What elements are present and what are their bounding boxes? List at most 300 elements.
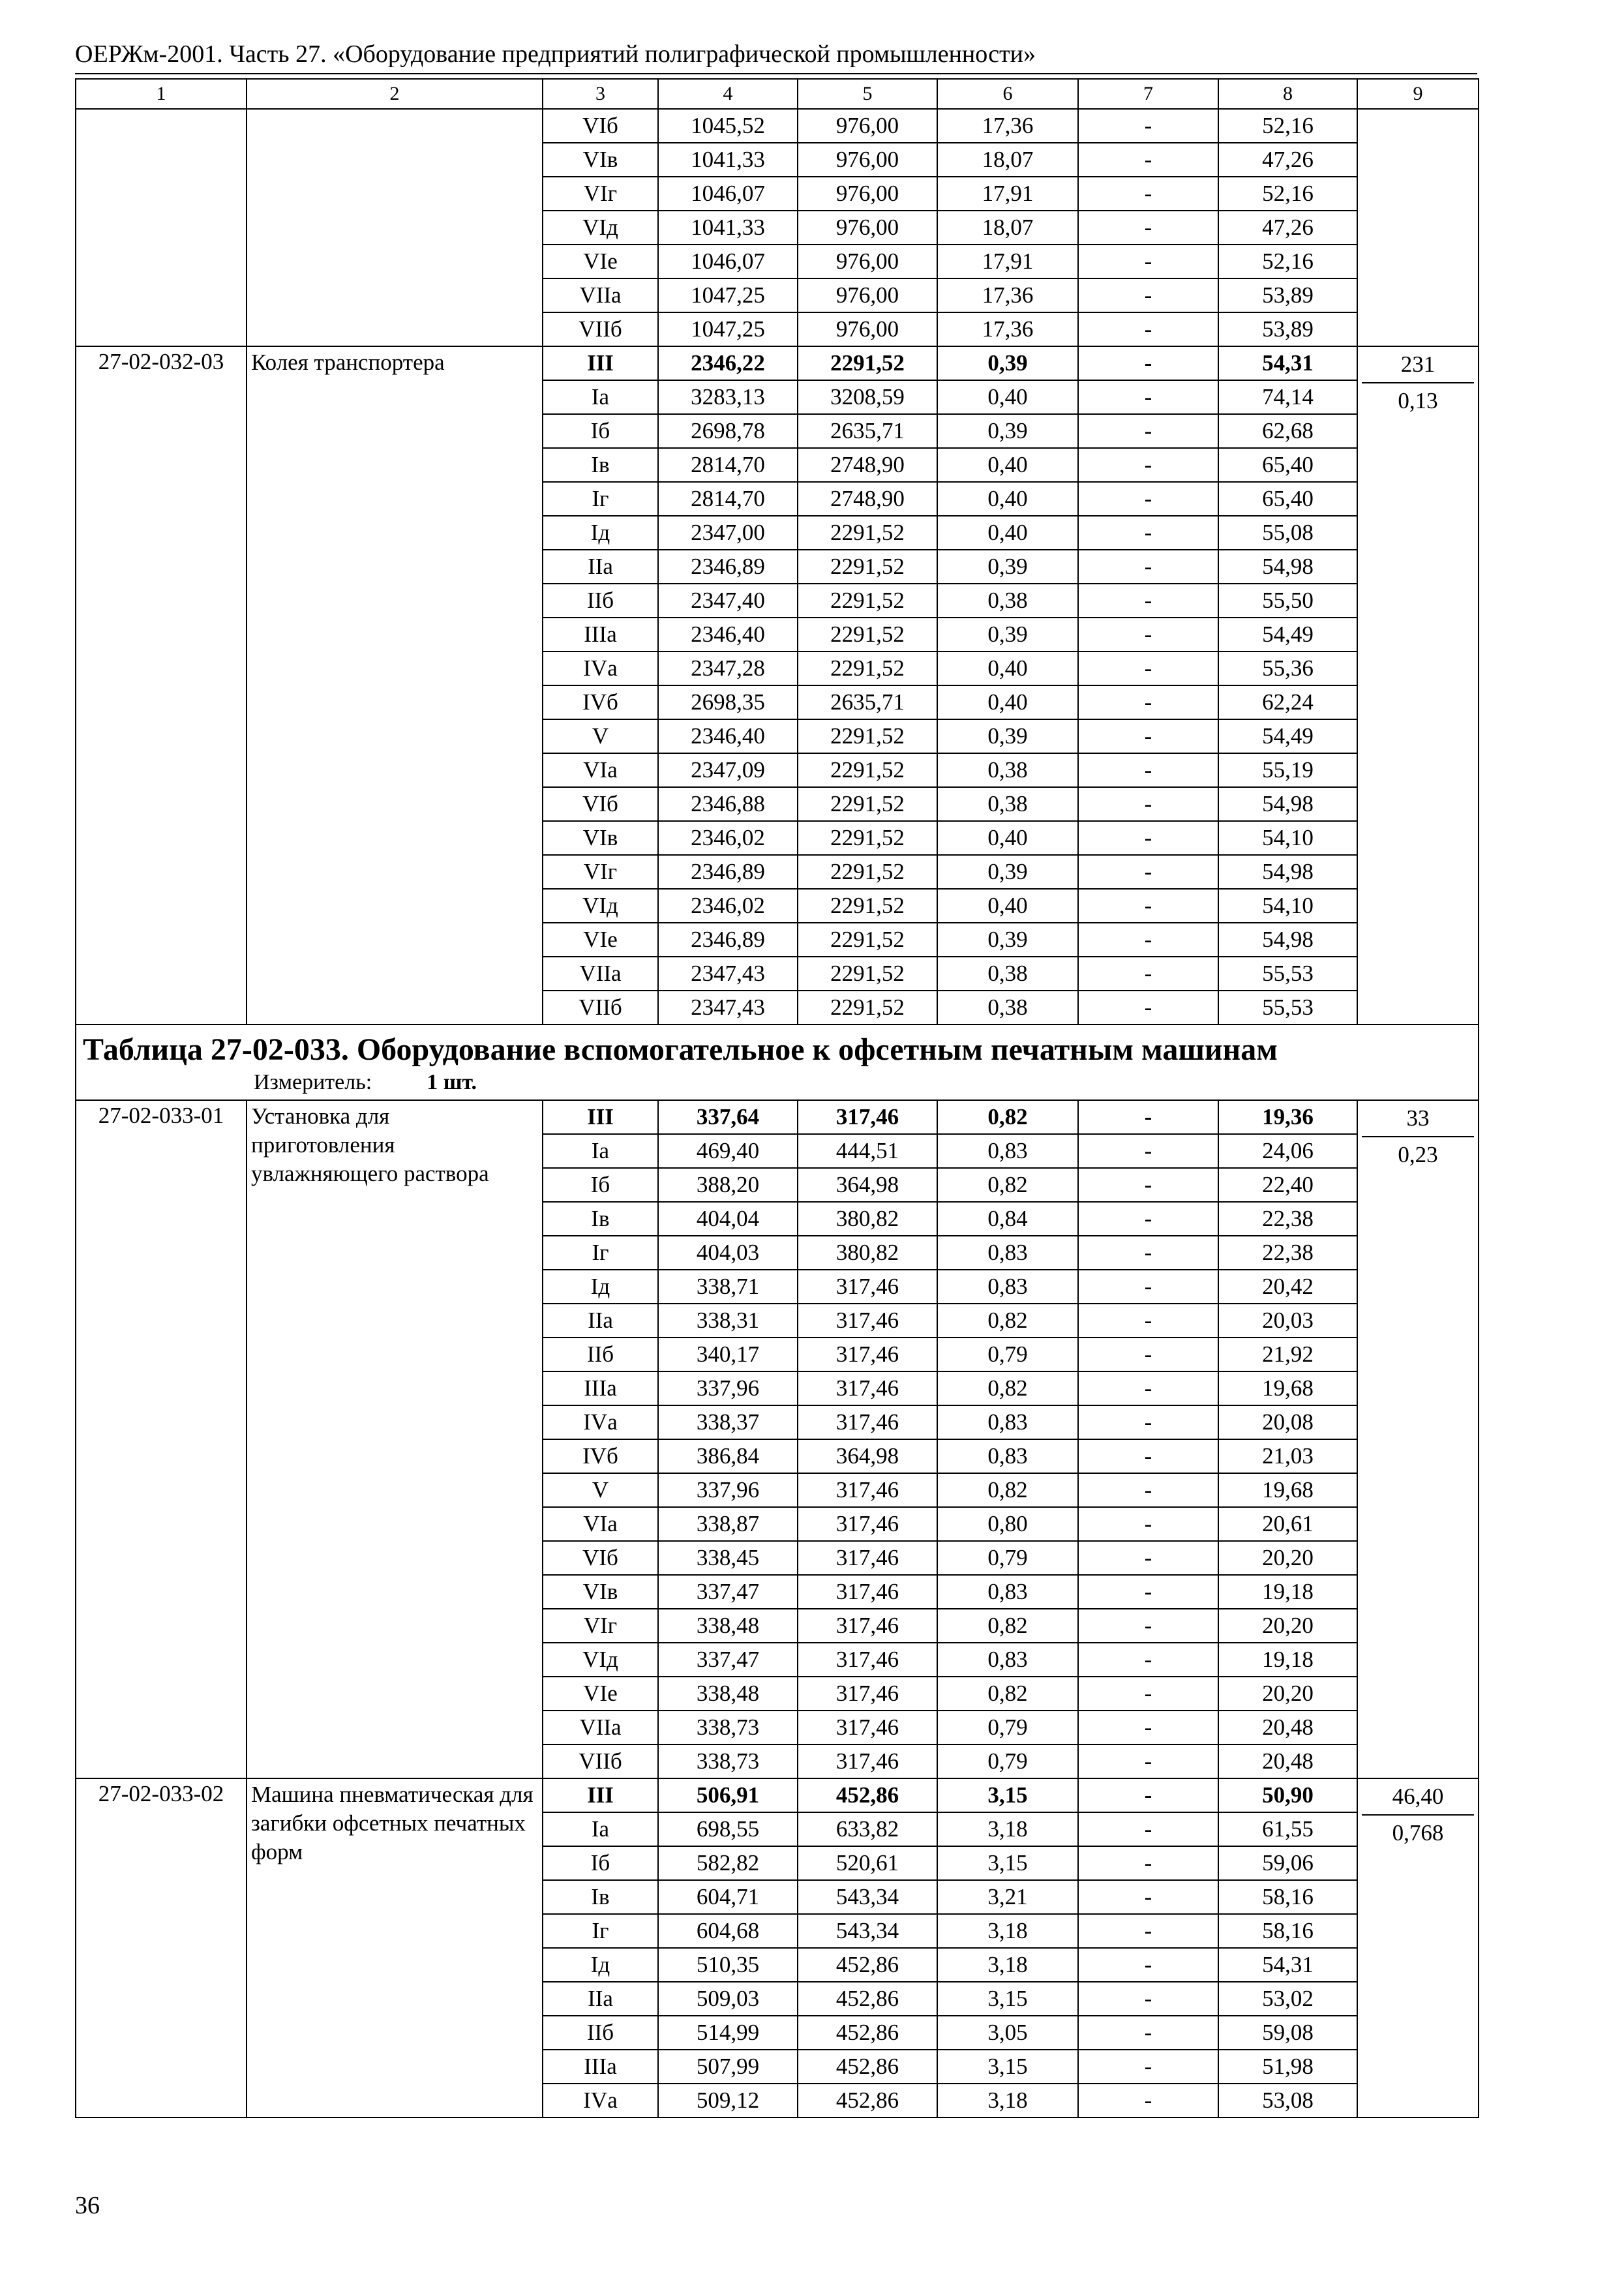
value-cell: 2291,52 [798, 753, 937, 787]
value-cell: 0,83 [937, 1270, 1078, 1304]
value-cell: 452,86 [798, 1982, 937, 2016]
value-cell: 0,40 [937, 482, 1078, 516]
value-cell: 20,61 [1218, 1507, 1357, 1541]
value-cell: - [1078, 957, 1218, 991]
column-number: 1 [76, 79, 247, 109]
value-cell: 54,31 [1218, 1948, 1357, 1982]
value-cell: 452,86 [798, 2084, 937, 2117]
value-cell: 2291,52 [798, 584, 937, 618]
value-cell: 317,46 [798, 1609, 937, 1643]
value-cell: 604,68 [658, 1914, 798, 1948]
value-cell: 2346,88 [658, 787, 798, 821]
value-cell: - [1078, 1100, 1218, 1134]
value-cell: 976,00 [798, 177, 937, 211]
value-cell: 2346,02 [658, 889, 798, 923]
value-cell: - [1078, 414, 1218, 448]
value-cell: - [1078, 1744, 1218, 1778]
region-code: IIа [543, 1982, 658, 2016]
region-code: VIб [543, 109, 658, 143]
value-cell: 47,26 [1218, 143, 1357, 177]
value-cell: 2814,70 [658, 448, 798, 482]
value-cell: - [1078, 1880, 1218, 1914]
col9-value: 0,13 [1362, 382, 1474, 419]
value-cell: 20,20 [1218, 1609, 1357, 1643]
value-cell: 2291,52 [798, 855, 937, 889]
value-cell: 55,53 [1218, 957, 1357, 991]
value-cell: 317,46 [798, 1643, 937, 1677]
value-cell: 364,98 [798, 1168, 937, 1202]
value-cell: 3283,13 [658, 380, 798, 414]
value-cell: 2291,52 [798, 516, 937, 550]
value-cell: 58,16 [1218, 1880, 1357, 1914]
value-cell: 404,03 [658, 1236, 798, 1270]
value-cell: 337,47 [658, 1575, 798, 1609]
value-cell: - [1078, 651, 1218, 685]
value-cell: 0,39 [937, 719, 1078, 753]
value-cell: 20,08 [1218, 1405, 1357, 1439]
region-code: Iг [543, 482, 658, 516]
value-cell: 509,03 [658, 1982, 798, 2016]
region-code: III [543, 1100, 658, 1134]
region-code: VIIб [543, 1744, 658, 1778]
region-code: VIд [543, 1643, 658, 1677]
value-cell: 51,98 [1218, 2050, 1357, 2084]
page-header: ОЕРЖм-2001. Часть 27. «Оборудование предприятий полиграфической промышленности» [75, 40, 1036, 68]
value-cell: 47,26 [1218, 211, 1357, 245]
value-cell: 3,18 [937, 1914, 1078, 1948]
price-table [75, 78, 1479, 2118]
value-cell: - [1078, 1507, 1218, 1541]
value-cell: 338,73 [658, 1711, 798, 1744]
value-cell: - [1078, 1711, 1218, 1744]
value-cell: 317,46 [798, 1304, 937, 1338]
region-code: Iб [543, 1846, 658, 1880]
value-cell: 338,37 [658, 1405, 798, 1439]
region-code: IIб [543, 2016, 658, 2050]
column-number-row [76, 79, 1479, 109]
value-cell: 65,40 [1218, 482, 1357, 516]
value-cell: 2291,52 [798, 550, 937, 584]
value-cell: 633,82 [798, 1812, 937, 1846]
value-cell: 19,18 [1218, 1575, 1357, 1609]
value-cell: 507,99 [658, 2050, 798, 2084]
column-number: 8 [1218, 79, 1357, 109]
value-cell: 3,05 [937, 2016, 1078, 2050]
value-cell: - [1078, 1575, 1218, 1609]
value-cell: 0,82 [937, 1304, 1078, 1338]
code-cell [76, 109, 247, 346]
value-cell: 338,87 [658, 1507, 798, 1541]
value-cell: 2346,40 [658, 618, 798, 651]
value-cell: 317,46 [798, 1744, 937, 1778]
value-cell: 444,51 [798, 1134, 937, 1168]
value-cell: - [1078, 1168, 1218, 1202]
value-cell: 17,36 [937, 312, 1078, 346]
value-cell: 317,46 [798, 1575, 937, 1609]
value-cell: 54,98 [1218, 787, 1357, 821]
value-cell: 2346,89 [658, 855, 798, 889]
region-code: VIб [543, 1541, 658, 1575]
value-cell: 338,45 [658, 1541, 798, 1575]
value-cell: 0,39 [937, 346, 1078, 380]
value-cell: 976,00 [798, 312, 937, 346]
value-cell: 53,02 [1218, 1982, 1357, 2016]
value-cell: - [1078, 1371, 1218, 1405]
value-cell: 380,82 [798, 1236, 937, 1270]
region-code: Iг [543, 1914, 658, 1948]
region-code: VIб [543, 787, 658, 821]
value-cell: 0,83 [937, 1643, 1078, 1677]
value-cell: 514,99 [658, 2016, 798, 2050]
value-cell: - [1078, 2050, 1218, 2084]
value-cell: 520,61 [798, 1846, 937, 1880]
measure-label: Измеритель: [254, 1070, 372, 1094]
value-cell: 0,40 [937, 651, 1078, 685]
value-cell: 317,46 [798, 1405, 937, 1439]
value-cell: - [1078, 278, 1218, 312]
value-cell: 364,98 [798, 1439, 937, 1473]
region-code: VIIа [543, 278, 658, 312]
value-cell: - [1078, 991, 1218, 1025]
value-cell: - [1078, 584, 1218, 618]
value-cell: 22,40 [1218, 1168, 1357, 1202]
value-cell: 20,48 [1218, 1711, 1357, 1744]
table-title: Таблица 27-02-033. Оборудование вспомогательное к офсетным печатным машинам [83, 1032, 1278, 1067]
name-cell [247, 109, 543, 346]
value-cell: - [1078, 1948, 1218, 1982]
region-code: VIг [543, 1609, 658, 1643]
value-cell: - [1078, 245, 1218, 278]
region-code: IIIа [543, 618, 658, 651]
value-cell: 17,91 [937, 177, 1078, 211]
value-cell: 0,40 [937, 516, 1078, 550]
value-cell: 0,79 [937, 1338, 1078, 1371]
header-rule [75, 73, 1477, 74]
region-code: VIг [543, 177, 658, 211]
region-code: IIа [543, 550, 658, 584]
value-cell: 0,40 [937, 685, 1078, 719]
column-number: 3 [543, 79, 658, 109]
value-cell: 338,71 [658, 1270, 798, 1304]
value-cell: 452,86 [798, 2050, 937, 2084]
value-cell: 0,83 [937, 1236, 1078, 1270]
region-code: VIе [543, 923, 658, 957]
value-cell: - [1078, 1677, 1218, 1711]
region-code: Iв [543, 1880, 658, 1914]
value-cell: 62,24 [1218, 685, 1357, 719]
region-code: IIб [543, 1338, 658, 1371]
table-row [76, 1100, 1479, 1134]
region-code: VIв [543, 1575, 658, 1609]
region-code: Iб [543, 414, 658, 448]
value-cell: - [1078, 1643, 1218, 1677]
value-cell: 2347,43 [658, 957, 798, 991]
value-cell: 19,18 [1218, 1643, 1357, 1677]
value-cell: 0,83 [937, 1134, 1078, 1168]
value-cell: 338,73 [658, 1744, 798, 1778]
value-cell: 2346,40 [658, 719, 798, 753]
table-row [76, 1778, 1479, 1812]
value-cell: 2291,52 [798, 719, 937, 753]
value-cell: 317,46 [798, 1677, 937, 1711]
value-cell: 2291,52 [798, 346, 937, 380]
value-cell: 3,18 [937, 1812, 1078, 1846]
value-cell: 17,36 [937, 109, 1078, 143]
value-cell: - [1078, 516, 1218, 550]
value-cell: 0,40 [937, 380, 1078, 414]
value-cell: - [1078, 380, 1218, 414]
value-cell: - [1078, 312, 1218, 346]
value-cell: - [1078, 685, 1218, 719]
value-cell: 59,08 [1218, 2016, 1357, 2050]
value-cell: 338,31 [658, 1304, 798, 1338]
value-cell: 21,92 [1218, 1338, 1357, 1371]
value-cell: 19,68 [1218, 1371, 1357, 1405]
value-cell: - [1078, 2016, 1218, 2050]
value-cell: 2698,35 [658, 685, 798, 719]
value-cell: - [1078, 211, 1218, 245]
value-cell: 380,82 [798, 1202, 937, 1236]
region-code: VIIб [543, 991, 658, 1025]
region-code: Iа [543, 380, 658, 414]
value-cell: 317,46 [798, 1541, 937, 1575]
value-cell: 53,08 [1218, 2084, 1357, 2117]
value-cell: 317,46 [798, 1270, 937, 1304]
name-cell: Установка для приготовления увлажняющего раствора [247, 1100, 543, 1778]
value-cell: 2347,09 [658, 753, 798, 787]
value-cell: 976,00 [798, 143, 937, 177]
region-code: IVа [543, 1405, 658, 1439]
value-cell: 20,20 [1218, 1677, 1357, 1711]
value-cell: 0,79 [937, 1711, 1078, 1744]
code-cell: 27-02-032-03 [76, 346, 247, 1025]
region-code: IIб [543, 584, 658, 618]
value-cell: 2346,02 [658, 821, 798, 855]
value-cell: 543,34 [798, 1914, 937, 1948]
value-cell: 74,14 [1218, 380, 1357, 414]
column-number: 2 [247, 79, 543, 109]
value-cell: 58,16 [1218, 1914, 1357, 1948]
value-cell: 386,84 [658, 1439, 798, 1473]
region-code: VIе [543, 1677, 658, 1711]
value-cell: 0,84 [937, 1202, 1078, 1236]
name-cell: Колея транспортера [247, 346, 543, 1025]
value-cell: 54,49 [1218, 719, 1357, 753]
region-code: VIд [543, 211, 658, 245]
column-number: 6 [937, 79, 1078, 109]
value-cell: 0,80 [937, 1507, 1078, 1541]
region-code: Iа [543, 1134, 658, 1168]
region-code: Iб [543, 1168, 658, 1202]
col9-cell [1357, 1778, 1479, 2117]
value-cell: 317,46 [798, 1371, 937, 1405]
col9-cell [1357, 346, 1479, 1025]
region-code: III [543, 1778, 658, 1812]
region-code: VIв [543, 143, 658, 177]
region-code: Iд [543, 516, 658, 550]
value-cell: - [1078, 618, 1218, 651]
value-cell: - [1078, 753, 1218, 787]
region-code: VIа [543, 1507, 658, 1541]
value-cell: 61,55 [1218, 1812, 1357, 1846]
region-code: Iв [543, 1202, 658, 1236]
value-cell: - [1078, 1778, 1218, 1812]
value-cell: 337,64 [658, 1100, 798, 1134]
value-cell: - [1078, 1473, 1218, 1507]
value-cell: 0,38 [937, 584, 1078, 618]
col9-value: 0,768 [1362, 1814, 1474, 1851]
value-cell: 0,39 [937, 550, 1078, 584]
value-cell: 1046,07 [658, 177, 798, 211]
value-cell: - [1078, 2084, 1218, 2117]
value-cell: - [1078, 482, 1218, 516]
value-cell: 0,82 [937, 1371, 1078, 1405]
value-cell: 17,36 [937, 278, 1078, 312]
value-cell: 0,39 [937, 414, 1078, 448]
value-cell: 1041,33 [658, 143, 798, 177]
region-code: VIг [543, 855, 658, 889]
value-cell: 0,40 [937, 889, 1078, 923]
value-cell: 1047,25 [658, 278, 798, 312]
value-cell: 0,39 [937, 618, 1078, 651]
value-cell: 0,39 [937, 923, 1078, 957]
region-code: IVб [543, 1439, 658, 1473]
value-cell: 0,82 [937, 1100, 1078, 1134]
col9-value: 0,23 [1362, 1136, 1474, 1173]
value-cell: - [1078, 821, 1218, 855]
value-cell: 0,38 [937, 753, 1078, 787]
value-cell: 55,19 [1218, 753, 1357, 787]
value-cell: 3,15 [937, 1778, 1078, 1812]
region-code: VIе [543, 245, 658, 278]
value-cell: 506,91 [658, 1778, 798, 1812]
code-cell: 27-02-033-01 [76, 1100, 247, 1778]
value-cell: - [1078, 550, 1218, 584]
region-code: V [543, 1473, 658, 1507]
value-cell: - [1078, 1846, 1218, 1880]
value-cell: 2748,90 [798, 448, 937, 482]
value-cell: - [1078, 787, 1218, 821]
value-cell: 0,39 [937, 855, 1078, 889]
col9-cell [1357, 109, 1479, 346]
value-cell: 17,91 [937, 245, 1078, 278]
value-cell: - [1078, 177, 1218, 211]
value-cell: 317,46 [798, 1473, 937, 1507]
measure-line [83, 1070, 1471, 1096]
value-cell: 3,18 [937, 1948, 1078, 1982]
value-cell: 582,82 [658, 1846, 798, 1880]
table-title-row [76, 1025, 1479, 1100]
region-code: Iд [543, 1270, 658, 1304]
value-cell: 55,08 [1218, 516, 1357, 550]
value-cell: - [1078, 1338, 1218, 1371]
region-code: VIIа [543, 957, 658, 991]
value-cell: - [1078, 1439, 1218, 1473]
value-cell: 55,36 [1218, 651, 1357, 685]
col9-value: 33 [1406, 1105, 1430, 1131]
value-cell: 20,48 [1218, 1744, 1357, 1778]
value-cell: 317,46 [798, 1338, 937, 1371]
value-cell: - [1078, 448, 1218, 482]
value-cell: 55,50 [1218, 584, 1357, 618]
value-cell: 604,71 [658, 1880, 798, 1914]
value-cell: 510,35 [658, 1948, 798, 1982]
value-cell: 52,16 [1218, 177, 1357, 211]
region-code: VIв [543, 821, 658, 855]
value-cell: 976,00 [798, 109, 937, 143]
value-cell: 3,15 [937, 2050, 1078, 2084]
region-code: IIIа [543, 1371, 658, 1405]
value-cell: 52,16 [1218, 109, 1357, 143]
page-number: 36 [75, 2192, 100, 2219]
value-cell: 509,12 [658, 2084, 798, 2117]
value-cell: - [1078, 1914, 1218, 1948]
table-row [76, 109, 1479, 143]
value-cell: 0,83 [937, 1575, 1078, 1609]
value-cell: 3,15 [937, 1982, 1078, 2016]
value-cell: 2291,52 [798, 991, 937, 1025]
region-code: VIIа [543, 1711, 658, 1744]
value-cell: 54,10 [1218, 821, 1357, 855]
col9-value: 231 [1400, 352, 1436, 377]
value-cell: 2291,52 [798, 957, 937, 991]
col9-value: 46,40 [1392, 1784, 1444, 1809]
value-cell: 2635,71 [798, 685, 937, 719]
region-code: Iг [543, 1236, 658, 1270]
value-cell: 452,86 [798, 2016, 937, 2050]
value-cell: 0,82 [937, 1609, 1078, 1643]
value-cell: - [1078, 855, 1218, 889]
value-cell: 0,79 [937, 1541, 1078, 1575]
value-cell: 0,83 [937, 1439, 1078, 1473]
code-cell: 27-02-033-02 [76, 1778, 247, 2117]
value-cell: 2346,89 [658, 550, 798, 584]
value-cell: 54,98 [1218, 855, 1357, 889]
value-cell: 3208,59 [798, 380, 937, 414]
value-cell: - [1078, 1270, 1218, 1304]
value-cell: 338,48 [658, 1609, 798, 1643]
value-cell: 2346,89 [658, 923, 798, 957]
value-cell: 976,00 [798, 245, 937, 278]
value-cell: 53,89 [1218, 278, 1357, 312]
value-cell: 976,00 [798, 278, 937, 312]
region-code: IVб [543, 685, 658, 719]
value-cell: 2291,52 [798, 889, 937, 923]
region-code: IVа [543, 2084, 658, 2117]
value-cell: 19,36 [1218, 1100, 1357, 1134]
value-cell: 0,82 [937, 1677, 1078, 1711]
value-cell: 0,38 [937, 991, 1078, 1025]
value-cell: 0,83 [937, 1405, 1078, 1439]
value-cell: 0,79 [937, 1744, 1078, 1778]
value-cell: 55,53 [1218, 991, 1357, 1025]
value-cell: 22,38 [1218, 1236, 1357, 1270]
region-code: Iв [543, 448, 658, 482]
value-cell: 18,07 [937, 143, 1078, 177]
value-cell: 388,20 [658, 1168, 798, 1202]
value-cell: 2291,52 [798, 651, 937, 685]
value-cell: 50,90 [1218, 1778, 1357, 1812]
value-cell: 0,40 [937, 448, 1078, 482]
value-cell: 698,55 [658, 1812, 798, 1846]
value-cell: 20,20 [1218, 1541, 1357, 1575]
region-code: Iа [543, 1812, 658, 1846]
value-cell: 53,89 [1218, 312, 1357, 346]
value-cell: 337,96 [658, 1473, 798, 1507]
value-cell: 317,46 [798, 1100, 937, 1134]
value-cell: - [1078, 143, 1218, 177]
table-row [76, 346, 1479, 380]
